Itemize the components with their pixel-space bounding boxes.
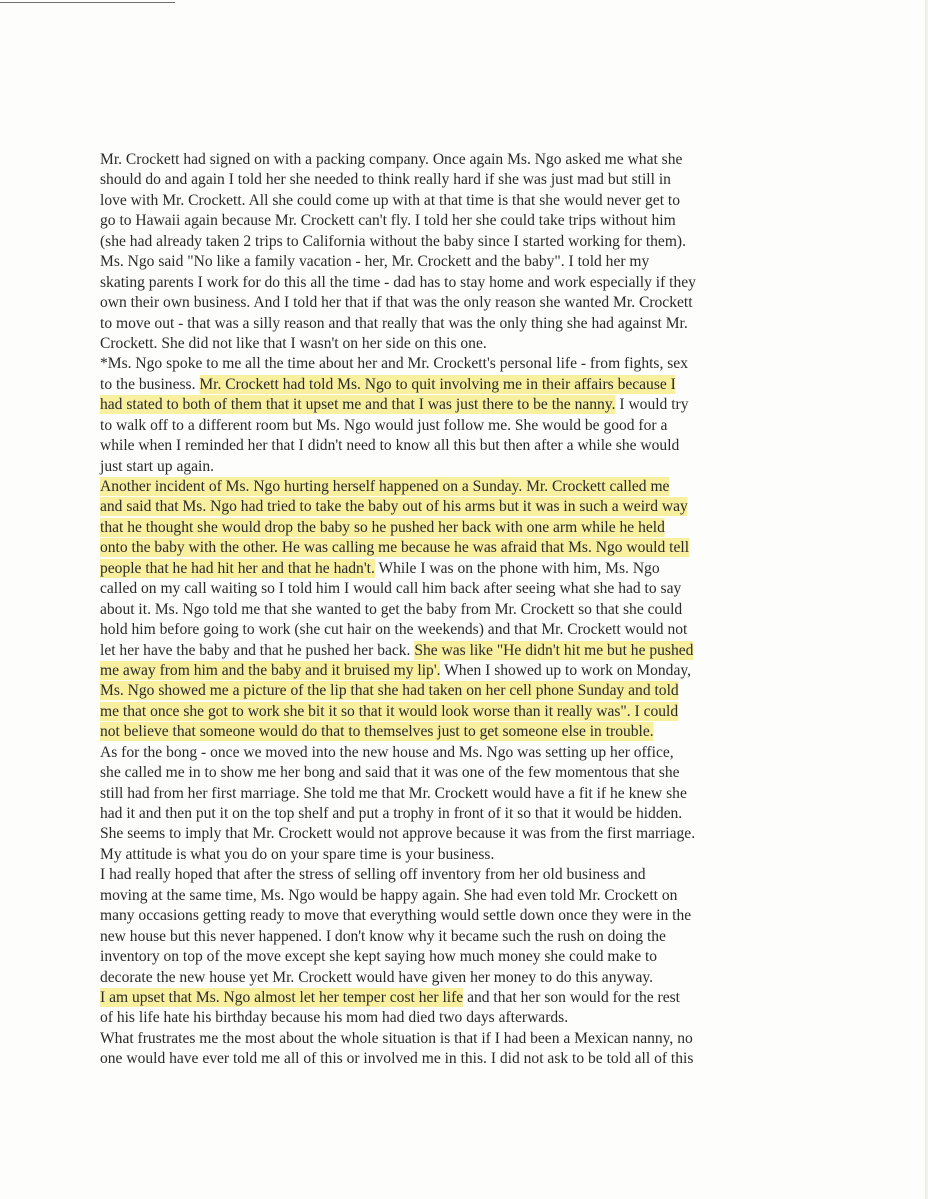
line-text: skating parents I work for do this all the time - dad has to stay home and work especially if they: [100, 273, 696, 291]
text-line: [100, 947, 800, 967]
line-text: new house but this never happened. I don't know why it became such the rush on doing the: [100, 927, 666, 945]
line-text: she called me in to show me her bong and said that it was one of the few momentous that she: [100, 764, 680, 782]
line-text: (she had already taken 2 trips to California without the baby since I started working for them).: [100, 232, 686, 250]
text-line: [100, 395, 800, 415]
text-line: [100, 600, 800, 620]
text-line: [100, 170, 800, 190]
text-line: [100, 1049, 800, 1069]
text-line: [100, 804, 800, 824]
text-line: [100, 927, 800, 947]
text-line: [100, 784, 800, 804]
line-text: just start up again.: [100, 457, 215, 475]
line-text: about it. Ms. Ngo told me that she wanted to get the baby from Mr. Crockett so that she could: [100, 600, 683, 618]
text-line: [100, 763, 800, 783]
line-text: let her have the baby and that he pushed her back.: [100, 641, 415, 659]
line-text: Ms. Ngo said "No like a family vacation - her, Mr. Crockett and the baby". I told her my: [100, 253, 650, 271]
line-text: one would have ever told me all of this or involved me in this. I did not ask to be told all of this: [100, 1050, 694, 1068]
text-line: [100, 702, 800, 722]
line-text: What frustrates me the most about the whole situation is that if I had been a Mexican nanny, no: [100, 1029, 693, 1047]
line-text: and that her son would for the rest: [463, 988, 680, 1006]
text-line: [100, 457, 800, 477]
highlighted-text: that he thought she would drop the baby so he pushed her back with one arm while he held: [100, 518, 665, 536]
highlighted-text: me that once she got to work she bit it so that it would look worse than it really was". I could: [100, 702, 679, 720]
text-line: [100, 211, 800, 231]
line-text: *Ms. Ngo spoke to me all the time about her and Mr. Crockett's personal life - from fights, sex: [100, 355, 688, 373]
line-text: My attitude is what you do on your spare time is your business.: [100, 845, 495, 863]
text-line: [100, 497, 800, 517]
highlighted-text: had stated to both of them that it upset me and that I was just there to be the nanny.: [100, 396, 616, 414]
highlighted-text: and said that Ms. Ngo had tried to take the baby out of his arms but it was in such a weird way: [100, 498, 688, 516]
highlighted-text: not believe that someone would do that to themselves just to get someone else in trouble.: [100, 723, 654, 741]
line-text: I had really hoped that after the stress of selling off inventory from her old business and: [100, 866, 646, 884]
line-text: still had from her first marriage. She told me that Mr. Crockett would have a fit if he knew she: [100, 784, 687, 802]
highlighted-text: She was like "He didn't hit me but he pushed: [414, 641, 694, 659]
text-line: [100, 845, 800, 865]
line-text: own their own business. And I told her that if that was the only reason she wanted Mr. Crockett: [100, 294, 693, 312]
highlighted-text: me away from him and the baby and it bruised my lip'.: [100, 661, 441, 679]
text-line: [100, 273, 800, 293]
line-text: go to Hawaii again because Mr. Crockett can't fly. I told her she could take trips without him: [100, 212, 676, 230]
text-line: [100, 354, 800, 374]
line-text: She seems to imply that Mr. Crockett would not approve because it was from the first marriage.: [100, 825, 696, 843]
text-line: [100, 334, 800, 354]
text-line: [100, 518, 800, 538]
line-text: to walk off to a different room but Ms. Ngo would just follow me. She would be good for a: [100, 416, 668, 434]
text-line: [100, 1029, 800, 1049]
highlighted-text: people that he had hit her and that he hadn't.: [100, 559, 375, 577]
document-body: [100, 150, 802, 1070]
text-line: [100, 150, 800, 170]
text-line: [100, 865, 800, 885]
text-line: [100, 232, 800, 252]
line-text: to the business.: [100, 375, 200, 393]
highlighted-text: Ms. Ngo showed me a picture of the lip that she had taken on her cell phone Sunday and told: [100, 682, 679, 700]
highlighted-text: Another incident of Ms. Ngo hurting herself happened on a Sunday. Mr. Crockett called me: [100, 478, 670, 495]
line-text: should do and again I told her she needed to think really hard if she was just mad but still in: [100, 171, 671, 189]
line-text: had it and then put it on the top shelf and put a trophy in front of it so that it would be hidden.: [100, 805, 683, 822]
text-line: [100, 416, 800, 436]
line-text: love with Mr. Crockett. All she could come up with at that time is that she would never get to: [100, 191, 681, 209]
text-line: [100, 886, 800, 906]
line-text: to move out - that was a silly reason and that really that was the only thing she had against Mr.: [100, 314, 688, 332]
text-line: [100, 579, 800, 599]
line-text: called on my call waiting so I told him I would call him back after seeing what she had to say: [100, 580, 682, 598]
text-line: [100, 641, 800, 661]
text-line: [100, 436, 800, 456]
line-text: When I showed up to work on Monday,: [440, 661, 692, 679]
text-line: [100, 743, 800, 763]
highlighted-text: I am upset that Ms. Ngo almost let her temper cost her life: [100, 988, 464, 1006]
line-text: while when I reminded her that I didn't need to know all this but then after a while she would: [100, 437, 680, 455]
highlighted-text: Mr. Crockett had told Ms. Ngo to quit involving me in their affairs because I: [199, 375, 676, 393]
text-line: [100, 988, 800, 1008]
line-text: moving at the same time, Ms. Ngo would be happy again. She had even told Mr. Crockett on: [100, 886, 678, 904]
text-line: [100, 375, 800, 395]
text-line: [100, 906, 800, 926]
highlighted-text: onto the baby with the other. He was calling me because he was afraid that Ms. Ngo would tell: [100, 539, 690, 557]
text-line: [100, 252, 800, 272]
line-text: decorate the new house yet Mr. Crockett would have given her money to do this anyway.: [100, 968, 654, 986]
line-text: While I was on the phone with him, Ms. Ngo: [374, 559, 660, 577]
text-line: [100, 538, 800, 558]
scan-top-rule: [0, 2, 175, 3]
line-text: many occasions getting ready to move that everything would settle down once they were in the: [100, 907, 692, 925]
text-line: [100, 620, 800, 640]
line-text: Mr. Crockett had signed on with a packing company. Once again Ms. Ngo asked me what she: [100, 151, 683, 168]
line-text: of his life hate his birthday because his mom had died two days afterwards.: [100, 1009, 569, 1027]
text-line: [100, 968, 800, 988]
text-line: [100, 722, 800, 742]
text-line: [100, 661, 800, 681]
text-line: [100, 477, 800, 497]
text-line: [100, 559, 800, 579]
line-text: As for the bong - once we moved into the new house and Ms. Ngo was setting up her office,: [100, 743, 674, 761]
text-line: [100, 681, 800, 701]
text-line: [100, 314, 800, 334]
text-line: [100, 293, 800, 313]
text-line: [100, 1008, 800, 1028]
line-text: I would try: [615, 396, 689, 414]
line-text: hold him before going to work (she cut hair on the weekends) and that Mr. Crockett would not: [100, 621, 688, 639]
line-text: inventory on top of the move except she kept saying how much money she could make to: [100, 948, 658, 966]
text-line: [100, 191, 800, 211]
text-line: [100, 824, 800, 844]
line-text: Crockett. She did not like that I wasn't on her side on this one.: [100, 334, 487, 352]
